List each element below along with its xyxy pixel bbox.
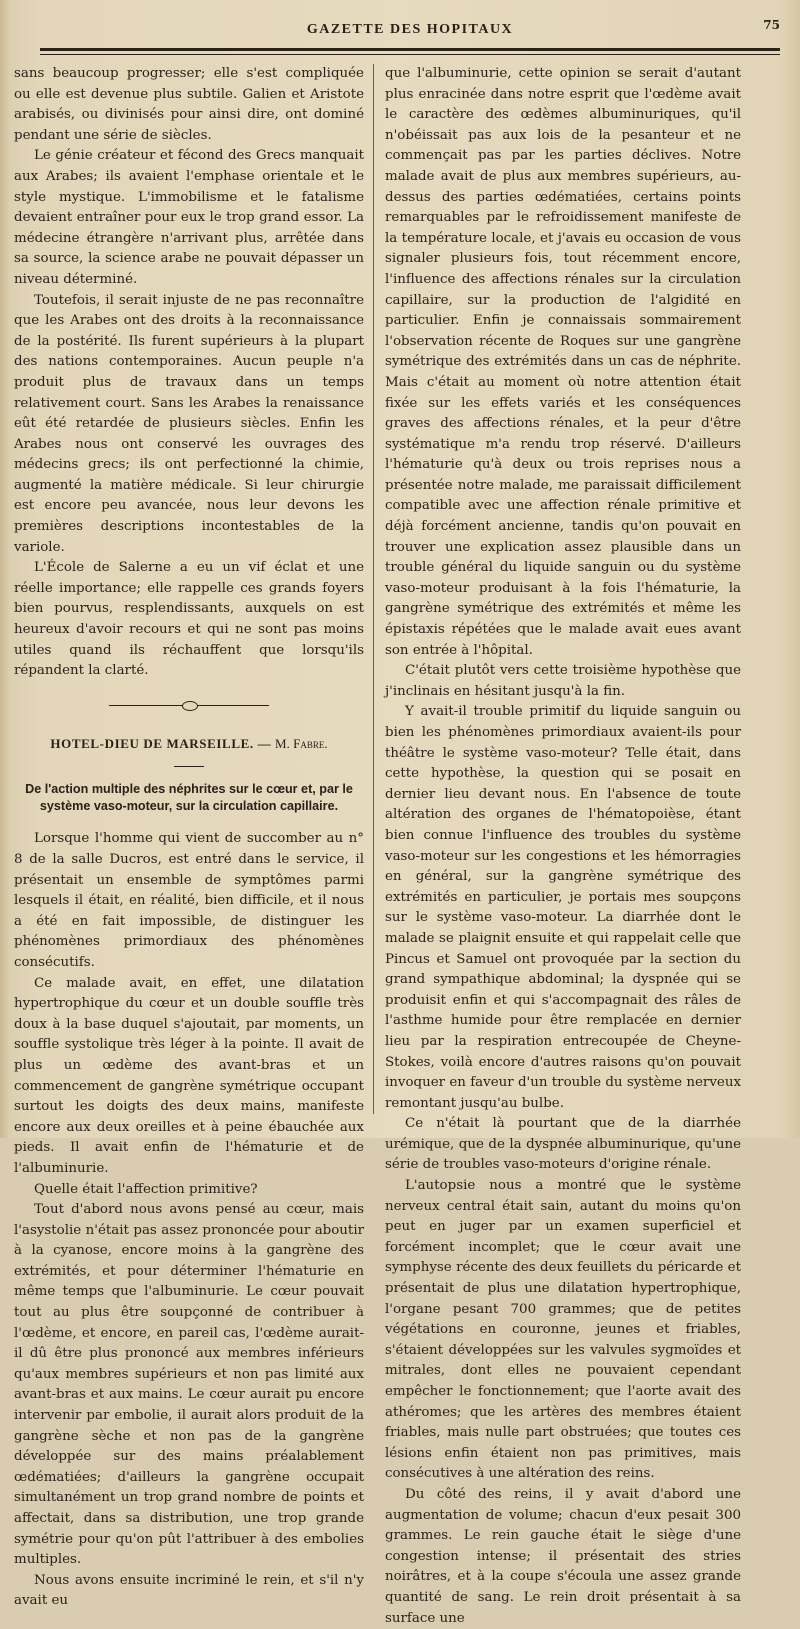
paragraph: que l'albuminurie, cette opinion se serait d'autant plus enracinée dans notre esprit que l'œdème avait le caractère des œdèmes albuminuriques, qu'il n'obéissait pas aux lois de la pesanteur et ne commençait pas par les parties déclives. Notre malade avait de plus aux membres supérieurs, au-dessus des parties œdématiées, certains points remarquables par le refroidissement manifeste de la température locale, et j'avais eu occasion de vous signaler plusieurs fois, tout récemment encore, l'influence des affections rénales sur la circulation capillaire, sur la production de l'algidité en particulier. Enfin je connaissais sommairement l'observation récente de Roques sur une gangrène symétrique des extrémités dans un cas de néphrite. Mais c'était au moment où notre attention était fixée sur les effets variés et les conséquences graves des affections rénales, et la peur d'être systématique m'a rendu trop réservé. D'ailleurs l'hématurie qu'à deux ou trois reprises nous a présentée notre malade, me paraissait difficilement compatible avec une affection rénale primitive et déjà forcément ancienne, tandis qu'on pouvait en trouver une explication assez plausible dans un trouble général du liquide sanguin ou du système vaso-moteur produisant à la fois l'hématurie, la gangrène symétrique des extrémités et même les épistaxis répétées que le malade avait eues avant son entrée à l'hôpital. [385, 66, 741, 658]
journal-title: GAZETTE DES HOPITAUX [306, 22, 514, 37]
article-subtitle: De l'action multiple des néphrites sur le cœur et, par le système vaso-moteur, sur la circulation capillaire. [25, 782, 353, 814]
page-header [40, 12, 780, 58]
paragraph: C'était plutôt vers cette troisième hypothèse que j'inclinais en hésitant jusqu'à la fin. [385, 663, 741, 699]
section-title [14, 734, 364, 755]
paragraph: Toutefois, il serait injuste de ne pas reconnaître que les Arabes ont des droits à la reconnaissance de la postérité. Ils furent supérieurs à la plupart des nations contemporaines. Aucun peuple n'a produit plus de travaux dans un temps relativement court. Sans les Arabes la renaissance eût été retardée de plusieurs siècles. Enfin les Arabes nous ont conservé les ouvrages des médecins grecs; ils ont perfectionné la chimie, augmenté la matière médicale. Si leur chirurgie est encore peu avancée, nous leur devons les premières descriptions incontestables de la variole. [14, 292, 364, 555]
paragraph: Quelle était l'affection primitive? [34, 1181, 258, 1197]
paragraph: Tout d'abord nous avons pensé au cœur, mais l'asystolie n'était pas assez prononcée pour aboutir à la cyanose, encore moins à la gangrène des extrémités, et pour déterminer l'hématurie en même temps que l'albuminurie. Le cœur pouvait tout au plus être soupçonné de contribuer à l'œdème, et encore, en pareil cas, l'œdème aurait-il dû être plus prononcé aux membres inférieurs qu'aux membres supérieurs et non pas limité aux avant-bras et aux mains. Le cœur aurait pu encore intervenir par embolie, il aurait alors produit de la gangrène sèche et non pas de la gangrène développée sur des mains préalablement œdématiées; d'ailleurs la gangrène occupait simultanément un trop grand nombre de points et affectait, dans sa distribution, une trop grande symétrie pour qu'on pût l'attribuer à des embolies multiples. [14, 1202, 364, 1568]
header-rule-thick [40, 48, 780, 51]
paragraph: Ce n'était là pourtant que de la diarrhée urémique, que de la dyspnée albuminurique, qu'une série de troubles vaso-moteurs d'origine rénale. [385, 1116, 741, 1173]
paragraph: Du côté des reins, il y avait d'abord une augmentation de volume; chacun d'eux pesait 300 grammes. Le rein gauche était le siège d'une congestion intense; il présentait des stries noirâtres, et à la coupe s'écoula une assez grande quantité de sang. Le rein droit présentait à sa surface une [385, 1486, 741, 1626]
paragraph: Lorsque l'homme qui vient de succomber au n° 8 de la salle Ducros, est entré dans le service, il présentait un ensemble de symptômes parmi lesquels il était, en réalité, bien difficile, et il nous a été en fait impossible, de distinguer les phénomènes primordiaux des phénomènes consécutifs. [14, 831, 364, 970]
header-rule-thin [40, 54, 780, 55]
paragraph: L'École de Salerne a eu un vif éclat et une réelle importance; elle rappelle ces grands foyers bien pourvus, resplendissants, auxquels on est heureux d'avoir recours et qui ne sont pas moins utiles quand ils réchauffent que lorsqu'ils répandent la clarté. [14, 560, 364, 679]
paragraph: Y avait-il trouble primitif du liquide sanguin ou bien les phénomènes primordiaux avaient-ils pour théâtre le système vaso-moteur? Telle était, dans cette hypothèse, la question qui se posait en dernier lieu devant nous. En l'absence de toute altération des organes de l'hématopoièse, étant bien connue l'influence des troubles du système vaso-moteur sur les congestions et les hémorragies en général, sur la gangrène symétrique des extrémités en particulier, je portais mes soupçons sur le système vaso-moteur. La diarrhée dont le malade se plaignit ensuite et qui rappelait celle que Pincus et Samuel ont provoquée par la section du grand sympathique abdominal; la dyspnée qui se produisit enfin et qui s'accompagnait des râles de l'asthme humide pour être remplacée en dernier lieu par la respiration entrecoupée de Cheyne-Stokes, voilà encore d'autres raisons qu'on pouvait invoquer en faveur d'un trouble du système nerveux remontant jusqu'au bulbe. [385, 704, 741, 1111]
paragraph: sans beaucoup progresser; elle s'est compliquée ou elle est devenue plus subtile. Galien et Aristote arabisés, ou divinisés pour ainsi dire, ont dominé pendant une série de siècles. [14, 66, 364, 143]
section-author: M. Fabre. [275, 735, 328, 751]
paragraph: Ce malade avait, en effet, une dilatation hypertrophique du cœur et un double souffle très doux à la base duquel s'ajoutait, par moments, un souffle systolique très léger à la pointe. Il avait de plus un œdème des avant-bras et un commencement de gangrène symétrique occupant surtout les doigts des deux mains, manifeste encore aux deux oreilles et à peine ébauchée aux pieds. Il avait enfin de l'hématurie et de l'albuminurie. [14, 975, 364, 1176]
section-ornament [14, 696, 364, 716]
section-heading: HOTEL-DIEU DE MARSEILLE. — [50, 735, 272, 751]
column-divider [373, 64, 374, 1114]
left-column [14, 64, 364, 1612]
right-column [385, 64, 741, 1629]
short-rule [174, 766, 204, 767]
paragraph: Le génie créateur et fécond des Grecs manquait aux Arabes; ils avaient l'emphase orientale et le style mystique. L'immobilisme et le fatalisme devaient entraîner pour eux le trop grand essor. La médecine étrangère n'arrivant plus, arrêtée dans sa source, la science arabe ne pouvait dépasser un niveau déterminé. [14, 148, 364, 287]
ornament-dot [182, 701, 198, 711]
page-number: 75 [763, 18, 780, 32]
paragraph: L'autopsie nous a montré que le système nerveux central était sain, autant du moins qu'on peut en juger par un examen superficiel et forcément incomplet; que le cœur avait une symphyse récente des deux feuillets du péricarde et présentait de plus une dilatation hypertrophique, l'organe pesant 700 grammes; que de petites végétations en couronne, jeunes et friables, s'étaient développées sur les valvules sygmoïdes et mitrales, dont elles ne pouvaient cependant empêcher le fonctionnement; que l'aorte avait des athéromes; que les artères des membres étaient friables, mais nulle part obstruées; que toutes ces lésions enfin étaient non pas primitives, mais consécutives à une altération des reins. [385, 1178, 741, 1482]
paragraph: Nous avons ensuite incriminé le rein, et s'il n'y avait eu [14, 1572, 364, 1609]
